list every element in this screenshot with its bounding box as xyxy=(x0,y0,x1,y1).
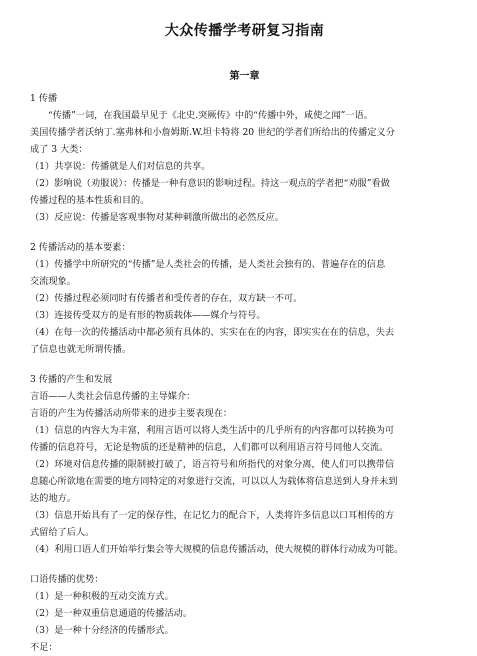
body-text-line: 美国传播学者沃纳丁.塞弗林和小詹姆斯.W.坦卡特将 20 世纪的学者们所给出的传播定义分 xyxy=(30,127,395,138)
section-heading: 3 传播的产生和发展 xyxy=(30,374,113,385)
section-heading: 口语传播的优势： xyxy=(30,574,104,585)
document-body xyxy=(30,90,459,656)
body-text-line: （3）反应说：传播是客观事物对某种刺激所做出的必然反应。 xyxy=(30,212,284,223)
body-text-line: 交流现象。 xyxy=(30,276,76,287)
body-text-line: （3）是一种十分经济的传播形式。 xyxy=(30,625,174,636)
chapter-heading: 第一章 xyxy=(229,71,260,82)
section-heading: 2 传播活动的基本要素： xyxy=(30,242,131,253)
body-text-line: 式留给了后人。 xyxy=(30,527,95,538)
body-text-line: （1）共享说：传播就是人们对信息的共享。 xyxy=(30,161,211,172)
body-text-line: （4）利用口语人们开始举行集会等大规模的信息传播活动，使大规模的群体行动成为可能。 xyxy=(30,544,404,555)
body-text-line: 言语的产生为传播活动所带来的进步主要表现在： xyxy=(30,408,233,419)
section-gap xyxy=(30,358,459,371)
document-title: 大众传播学考研复习指南 xyxy=(164,23,325,39)
body-text-line: “传播”一词，在我国最早见于《北史.突厥传》中的“传播中外，咸使之闻”一语。 xyxy=(48,110,373,121)
body-text-line: （2）影响说（劝服说）：传播是一种有意识的影响过程。持这一观点的学者把“劝服”看做 xyxy=(30,178,390,189)
body-text-line: （3）信息开始具有了一定的保存性，在记忆力的配合下，人类将许多信息以口耳相传的方 xyxy=(30,510,395,521)
body-text-line: （1）传播学中所研究的“传播”是人类社会的传播，是人类社会独有的、普遍存在的信息 xyxy=(30,259,386,270)
body-text-line: 息随心所欲地在需要的地方同特定的对象进行交流，可以以人为载体将信息送到人身并未到 xyxy=(30,476,398,487)
body-text-line: （1）信息的内容大为丰富，利用言语可以将人类生活中的几乎所有的内容都可以转换为可 xyxy=(30,425,395,436)
body-text-line: 言语——人类社会信息传播的主导媒介： xyxy=(30,391,196,402)
body-text-line: （2）是一种双重信息通道的传播活动。 xyxy=(30,608,193,619)
body-text-line: 了信息也就无所谓传播。 xyxy=(30,344,132,355)
body-text-line: （2）环境对信息传播的限制被打破了，语言符号和所指代的对象分离，使人们可以携带信 xyxy=(30,459,395,470)
body-text-line: 达的地方。 xyxy=(30,493,76,504)
section-gap xyxy=(30,226,459,239)
body-text-line: 不足： xyxy=(30,642,58,653)
body-text-line: （2）传播过程必须同时有传播者和受传者的存在，双方缺一不可。 xyxy=(30,293,303,304)
body-text-line: 传播过程的基本性质和目的。 xyxy=(30,195,150,206)
body-text-line: 成了 3 大类： xyxy=(30,144,88,155)
section-heading: 1 传播 xyxy=(30,93,58,104)
body-text-line: （1）是一种积极的互动交流方式。 xyxy=(30,591,174,602)
body-text-line: （3）连接传受双方的是有形的物质载体——媒介与符号。 xyxy=(30,310,266,321)
body-text-line: 传播的信息符号，无论是物质的还是精神的信息，人们都可以利用语言符号同他人交流。 xyxy=(30,442,389,453)
section-gap xyxy=(30,558,459,571)
body-text-line: （4）在每一次的传播活动中都必须有具体的、实实在在的内容，即实实在在的信息，失去 xyxy=(30,327,395,338)
